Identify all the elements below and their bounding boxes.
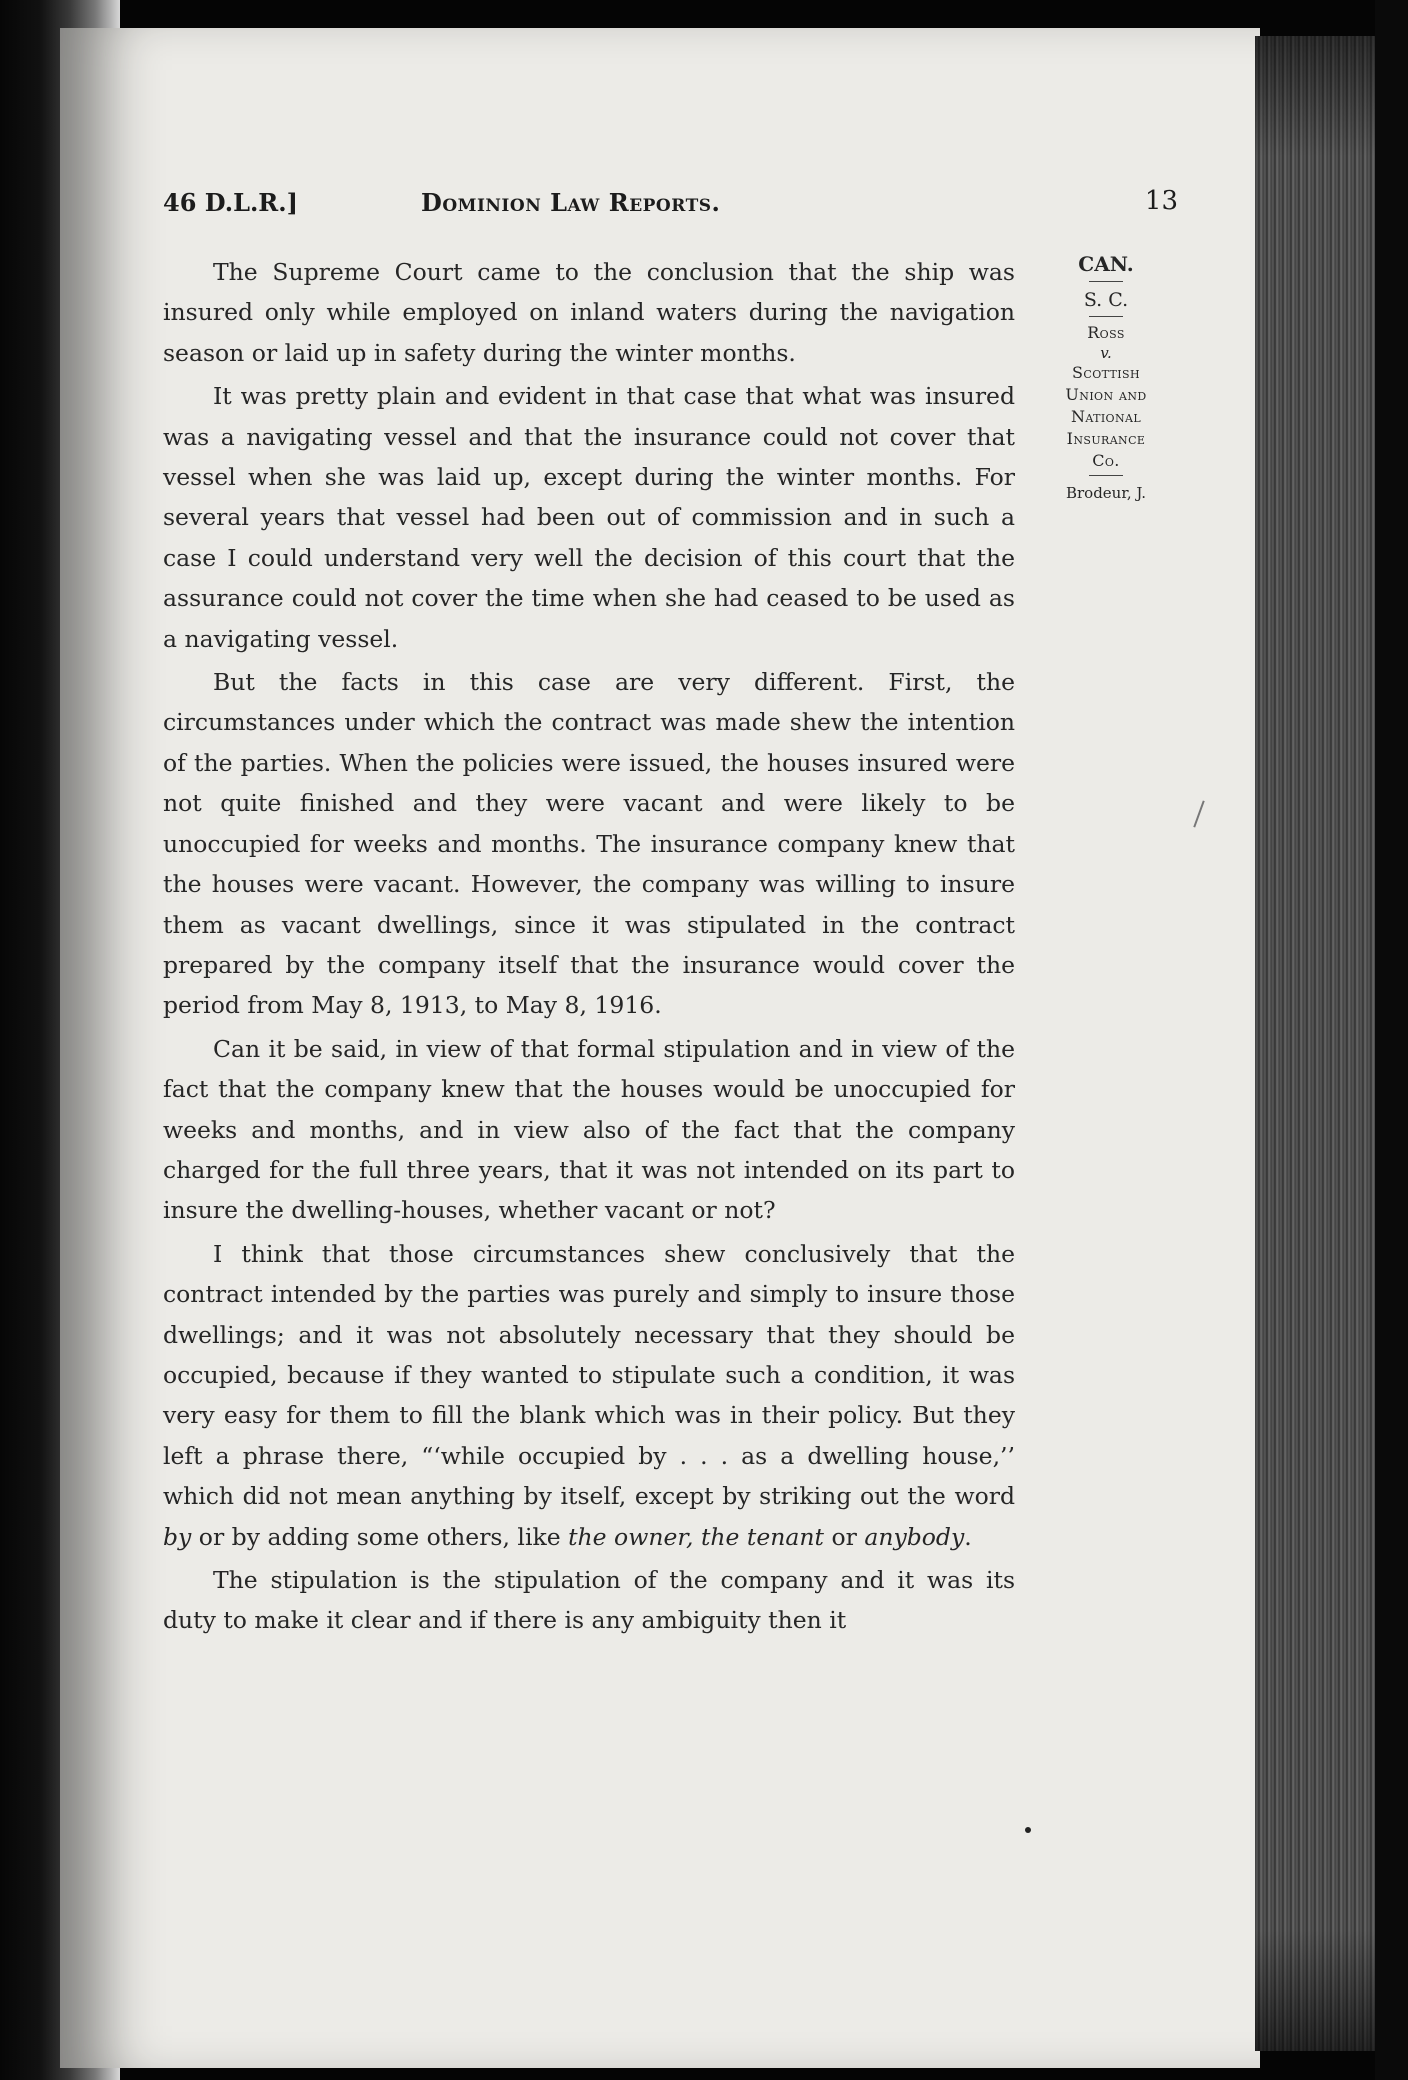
jurisdiction: CAN.	[1078, 252, 1134, 276]
paragraph	[163, 1234, 1015, 1557]
paragraph: The Supreme Court came to the conclusion that the ship was insured only while employed on inland waters during the navigation season or laid up in safety during the winter months.	[163, 258, 1015, 367]
publication-title: Dominion Law Reports.	[421, 188, 721, 217]
scan-border	[1375, 0, 1408, 2080]
party-2-line: Co.	[1092, 451, 1120, 470]
page-number: 13	[1144, 186, 1178, 216]
margin-rule	[1089, 475, 1123, 476]
page-edges	[1255, 36, 1375, 2051]
court: S. C.	[1083, 289, 1129, 311]
body-text	[163, 252, 1015, 1644]
paragraph: It was pretty plain and evident in that case that what was insured was a navigating vessel and that the insurance could not cover that vessel when she was laid up, except during the winter months. For several years that vessel had been out of commission and in such a case I could understand very well the decision of this court that the assurance could not cover the time when she had ceased to be used as a navigating vessel.	[163, 382, 1015, 653]
ink-speck	[1025, 1827, 1031, 1833]
paragraph: But the facts in this case are very different. First, the circumstances under which the contract was made shew the intention of the parties. When the policies were issued, the houses insured were not quite finished and they were vacant and were likely to be unoccupied for weeks and months. The insurance company knew that the houses were vacant. However, the company was willing to insure them as vacant dwellings, since it was stipulated in the contract prepared by the company itself that the insurance would cover the period from May 8, 1913, to May 8, 1916.	[163, 668, 1015, 1020]
versus: v.	[1100, 344, 1112, 362]
paragraph: Can it be said, in view of that formal stipulation and in view of the fact that the company knew that the houses would be unoccupied for weeks and months, and in view also of the fact that the company charged for the full three years, that it was not intended on its part to insure the dwelling-houses, whether vacant or not?	[163, 1034, 1015, 1225]
text-run: .	[964, 1522, 972, 1551]
margin-note	[1036, 250, 1176, 505]
running-header	[163, 188, 1178, 228]
party-2-line: National	[1070, 407, 1142, 426]
party-2-line: Union and	[1065, 385, 1147, 404]
party-1: Ross	[1087, 323, 1125, 342]
italic-word: anybody	[864, 1522, 965, 1551]
italic-phrase: the owner, the tenant	[568, 1522, 824, 1551]
volume-reference: 46 D.L.R.]	[163, 188, 298, 217]
italic-word: by	[163, 1522, 192, 1551]
party-2-line: Scottish	[1072, 363, 1140, 382]
margin-rule	[1089, 281, 1123, 282]
party-2-line: Insurance	[1066, 429, 1146, 448]
margin-rule	[1089, 316, 1123, 317]
text-run: I think that those circumstances shew conclusively that the contract intended by the parties was purely and simply to insure those dwellings; and it was not absolutely necessary that they should be occupied, because if they wanted to stipulate such a condition, it was very easy for them to fill the blank which was in their policy. But they left a phrase there, “‘while occupied by . . . as a dwelling house,’’ which did not mean anything by itself, except by striking out the word	[163, 1239, 1015, 1511]
paragraph: The stipulation is the stipulation of the company and it was its duty to make it clear and if there is any ambiguity then it	[163, 1566, 1015, 1635]
text-run: or by adding some others, like	[191, 1522, 569, 1551]
judge-name: Brodeur, J.	[1065, 484, 1147, 502]
text-run: or	[823, 1522, 865, 1551]
